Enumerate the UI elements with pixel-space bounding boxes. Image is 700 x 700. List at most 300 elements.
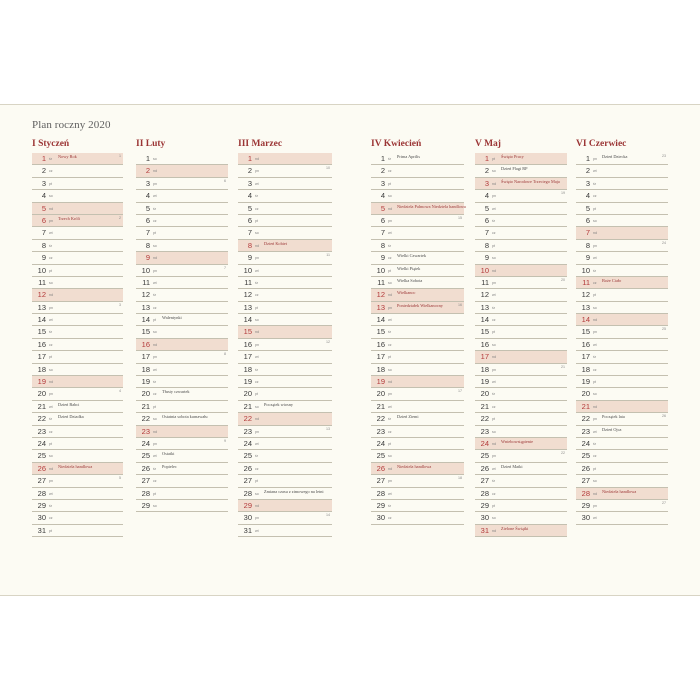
day-row: [371, 302, 464, 314]
day-number: 18: [37, 364, 46, 374]
day-number: 11: [244, 277, 252, 287]
day-number: 5: [41, 203, 46, 213]
day-row: [576, 153, 668, 165]
weekday-abbr: wt: [255, 268, 259, 273]
day-row: [576, 190, 668, 202]
day-number: 17: [581, 352, 590, 362]
weekday-abbr: wt: [593, 516, 597, 521]
day-number: 16: [243, 339, 252, 349]
day-number: 22: [376, 414, 385, 424]
day-row: [475, 178, 567, 190]
month-january: [32, 139, 123, 537]
weekday-abbr: śr: [153, 466, 156, 471]
weekday-abbr: pt: [153, 404, 156, 409]
day-row: [371, 227, 464, 239]
day-row: [371, 450, 464, 462]
day-row: [32, 388, 123, 400]
weekday-abbr: śr: [153, 380, 156, 385]
weekday-abbr: cz: [255, 380, 259, 385]
weekday-abbr: pt: [49, 268, 52, 273]
weekday-abbr: so: [49, 280, 53, 285]
weekday-abbr: nd: [49, 293, 53, 298]
day-number: 23: [376, 426, 385, 436]
holiday-label: Dzień Kobiet: [264, 240, 288, 246]
weekday-abbr: nd: [593, 491, 597, 496]
holiday-label: Zmiana czasu z zimowego na letni: [264, 488, 324, 494]
weekday-abbr: so: [492, 342, 496, 347]
weekday-abbr: nd: [593, 318, 597, 323]
weekday-abbr: pn: [153, 268, 157, 273]
day-row: [32, 289, 123, 301]
weekday-abbr: śr: [153, 293, 156, 298]
day-row: [32, 463, 123, 475]
day-row: [136, 376, 228, 388]
weekday-abbr: cz: [255, 466, 259, 471]
month-may: [475, 139, 567, 537]
day-row: [475, 227, 567, 239]
day-row: [238, 475, 332, 487]
day-number: 23: [581, 426, 590, 436]
day-list: [136, 153, 228, 512]
day-row: [238, 190, 332, 202]
weekday-abbr: nd: [492, 355, 496, 360]
day-number: 3: [484, 178, 489, 188]
weekday-abbr: pn: [49, 392, 53, 397]
weekday-abbr: wt: [49, 231, 53, 236]
day-number: 22: [141, 414, 150, 424]
day-row: [238, 401, 332, 413]
weekday-abbr: nd: [255, 417, 259, 422]
weekday-abbr: wt: [255, 441, 259, 446]
day-number: 19: [243, 377, 252, 387]
day-row: [576, 475, 668, 487]
weekday-abbr: pt: [492, 243, 495, 248]
weekday-abbr: cz: [49, 516, 53, 521]
day-number: 5: [247, 203, 252, 213]
day-row: [136, 302, 228, 314]
weekday-abbr: pn: [49, 479, 53, 484]
day-number: 1: [145, 154, 150, 163]
month-header: II Luty: [136, 139, 166, 149]
weekday-abbr: pt: [255, 305, 258, 310]
day-number: 15: [480, 327, 489, 337]
weekday-abbr: wt: [492, 206, 496, 211]
day-number: 9: [484, 253, 489, 263]
holiday-label: Nowy Rok: [58, 154, 77, 159]
day-row: [32, 215, 123, 227]
weekday-abbr: pt: [49, 355, 52, 360]
weekday-abbr: śr: [49, 503, 52, 508]
weekday-abbr: pt: [492, 157, 495, 161]
day-row: [371, 500, 464, 512]
weekday-abbr: wt: [593, 256, 597, 261]
weekday-abbr: wt: [255, 528, 259, 533]
day-number: 5: [585, 203, 590, 213]
day-row: [576, 240, 668, 252]
day-number: 14: [581, 315, 590, 325]
weekday-abbr: pn: [593, 330, 597, 335]
weekday-abbr: pt: [153, 231, 156, 236]
day-row: [576, 302, 668, 314]
week-number: 17: [458, 389, 462, 394]
holiday-label: Wielkanoc: [397, 290, 416, 296]
day-number: 15: [37, 327, 46, 337]
day-row: [32, 302, 123, 314]
weekday-abbr: so: [153, 157, 157, 161]
weekday-abbr: nd: [153, 169, 157, 174]
day-row: [32, 190, 123, 202]
day-row: [136, 413, 228, 425]
weekday-abbr: śr: [593, 355, 596, 360]
day-number: 15: [243, 327, 252, 337]
day-row: [475, 265, 567, 277]
day-row: [576, 215, 668, 227]
day-row: [32, 252, 123, 264]
week-number: 16: [458, 302, 462, 307]
day-row: [371, 277, 464, 289]
day-row: [136, 488, 228, 500]
day-number: 20: [581, 389, 590, 399]
week-number: 23: [662, 154, 666, 158]
day-number: 3: [41, 178, 46, 188]
day-number: 12: [141, 290, 150, 300]
weekday-abbr: cz: [49, 429, 53, 434]
holiday-label: Wniebowstąpienie: [501, 438, 533, 444]
weekday-abbr: pt: [593, 466, 596, 471]
day-row: [238, 364, 332, 376]
week-number: 26: [662, 414, 666, 419]
holiday-label: Poniedziałek Wielkanocny: [397, 302, 443, 308]
day-number: 15: [141, 327, 150, 337]
weekday-abbr: cz: [492, 491, 496, 496]
weekday-abbr: nd: [593, 404, 597, 409]
day-row: [475, 512, 567, 524]
day-row: [238, 450, 332, 462]
day-number: 26: [480, 463, 489, 473]
day-number: 26: [376, 463, 385, 473]
weekday-abbr: pn: [492, 194, 496, 199]
day-number: 2: [145, 166, 150, 176]
day-number: 12: [581, 290, 590, 300]
weekday-abbr: wt: [388, 318, 392, 323]
day-number: 14: [37, 315, 46, 325]
holiday-label: Niedziela Palmowa Niedziela handlowa: [397, 203, 466, 209]
day-number: 19: [141, 377, 150, 387]
weekday-abbr: śr: [388, 503, 391, 508]
day-number: 24: [480, 438, 489, 448]
weekday-abbr: cz: [388, 169, 392, 174]
day-row: [576, 388, 668, 400]
weekday-abbr: nd: [593, 231, 597, 236]
day-row: [475, 413, 567, 425]
day-row: [475, 450, 567, 462]
day-row: [576, 277, 668, 289]
day-row: [136, 265, 228, 277]
day-row: [32, 203, 123, 215]
day-number: 4: [41, 191, 46, 201]
weekday-abbr: wt: [153, 194, 157, 199]
day-row: [32, 401, 123, 413]
weekday-abbr: wt: [153, 280, 157, 285]
day-row: [475, 351, 567, 363]
weekday-abbr: śr: [49, 243, 52, 248]
day-row: [238, 413, 332, 425]
weekday-abbr: nd: [492, 268, 496, 273]
weekday-abbr: so: [153, 243, 157, 248]
weekday-abbr: pt: [153, 318, 156, 323]
weekday-abbr: so: [255, 491, 259, 496]
weekday-abbr: wt: [153, 454, 157, 459]
day-number: 6: [145, 215, 150, 225]
day-row: [475, 376, 567, 388]
weekday-abbr: so: [388, 280, 392, 285]
weekday-abbr: pt: [492, 330, 495, 335]
day-row: [32, 376, 123, 388]
day-row: [238, 165, 332, 177]
day-row: [576, 252, 668, 264]
holiday-label: Wielka Sobota: [397, 277, 423, 283]
weekday-abbr: pn: [492, 454, 496, 459]
day-row: [576, 450, 668, 462]
day-number: 15: [581, 327, 590, 337]
weekday-abbr: so: [153, 330, 157, 335]
day-row: [576, 165, 668, 177]
weekday-abbr: pt: [49, 441, 52, 446]
weekday-abbr: so: [593, 218, 597, 223]
weekday-abbr: śr: [153, 206, 156, 211]
day-number: 25: [376, 451, 385, 461]
day-number: 21: [581, 401, 590, 411]
holiday-label: Niedziela handlowa: [397, 463, 432, 469]
holiday-label: Niedziela handlowa: [58, 463, 93, 469]
day-number: 2: [380, 166, 385, 176]
day-row: [576, 289, 668, 301]
weekday-abbr: wt: [388, 491, 392, 496]
annual-planner-page: [0, 104, 700, 596]
day-number: 26: [141, 463, 150, 473]
day-row: [136, 240, 228, 252]
weekday-abbr: pn: [153, 181, 157, 186]
day-number: 8: [247, 240, 252, 250]
weekday-abbr: pn: [593, 243, 597, 248]
weekday-abbr: śr: [49, 417, 52, 422]
weekday-abbr: cz: [153, 392, 157, 397]
weekday-abbr: pn: [388, 218, 392, 223]
weekday-abbr: nd: [388, 293, 392, 298]
weekday-abbr: cz: [49, 342, 53, 347]
weekday-abbr: cz: [49, 169, 53, 174]
weekday-abbr: śr: [492, 305, 495, 310]
day-row: [576, 326, 668, 338]
day-number: 23: [243, 426, 252, 436]
month-header: IV Kwiecień: [371, 139, 422, 149]
day-number: 28: [376, 488, 385, 498]
day-row: [136, 215, 228, 227]
week-number: 10: [326, 166, 330, 171]
weekday-abbr: wt: [388, 231, 392, 236]
day-number: 29: [376, 500, 385, 510]
day-number: 27: [243, 476, 252, 486]
weekday-abbr: wt: [492, 380, 496, 385]
week-number: 11: [326, 253, 330, 258]
day-number: 10: [581, 265, 590, 275]
day-row: [238, 388, 332, 400]
day-number: 9: [380, 253, 385, 263]
day-list: [475, 153, 567, 537]
day-row: [32, 277, 123, 289]
holiday-label: Niedziela handlowa: [602, 488, 637, 494]
day-row: [32, 351, 123, 363]
day-row: [371, 351, 464, 363]
day-number: 12: [376, 290, 385, 300]
day-number: 29: [581, 500, 590, 510]
day-row: [475, 488, 567, 500]
holiday-label: Walentynki: [162, 315, 182, 321]
weekday-abbr: pt: [492, 417, 495, 422]
weekday-abbr: pt: [153, 491, 156, 496]
weekday-abbr: so: [255, 404, 259, 409]
holiday-label: Wielki Piątek: [397, 265, 421, 271]
day-number: 24: [141, 438, 150, 448]
day-row: [32, 339, 123, 351]
holiday-label: Początek wiosny: [264, 401, 293, 407]
day-row: [238, 240, 332, 252]
holiday-label: Ostatnia sobota karnawału: [162, 414, 208, 420]
weekday-abbr: śr: [492, 479, 495, 484]
day-number: 26: [243, 463, 252, 473]
day-number: 6: [380, 215, 385, 225]
day-row: [371, 190, 464, 202]
day-row: [475, 314, 567, 326]
weekday-abbr: pn: [492, 280, 496, 285]
day-number: 19: [376, 377, 385, 387]
day-number: 31: [480, 525, 489, 535]
day-number: 10: [37, 265, 46, 275]
day-number: 25: [243, 451, 252, 461]
day-number: 19: [480, 377, 489, 387]
day-row: [32, 450, 123, 462]
weekday-abbr: so: [49, 454, 53, 459]
day-row: [136, 190, 228, 202]
day-row: [371, 401, 464, 413]
day-number: 27: [480, 476, 489, 486]
weekday-abbr: so: [492, 429, 496, 434]
day-number: 28: [37, 488, 46, 498]
day-row: [475, 203, 567, 215]
day-row: [371, 240, 464, 252]
day-number: 11: [582, 277, 590, 287]
weekday-abbr: so: [388, 194, 392, 199]
day-row: [576, 376, 668, 388]
day-row: [475, 339, 567, 351]
day-row: [371, 289, 464, 301]
weekday-abbr: nd: [388, 206, 392, 211]
weekday-abbr: pn: [593, 157, 597, 161]
day-number: 19: [37, 377, 46, 387]
weekday-abbr: śr: [388, 157, 391, 161]
day-row: [32, 227, 123, 239]
weekday-abbr: śr: [49, 330, 52, 335]
weekday-abbr: pn: [255, 342, 259, 347]
day-number: 30: [243, 513, 252, 523]
day-number: 9: [41, 253, 46, 263]
holiday-label: Zielone Świątki: [501, 525, 529, 531]
weekday-abbr: pt: [593, 206, 596, 211]
day-number: 14: [480, 315, 489, 325]
weekday-abbr: wt: [49, 404, 53, 409]
day-number: 23: [141, 426, 150, 436]
day-number: 29: [480, 500, 489, 510]
day-number: 24: [243, 438, 252, 448]
day-number: 2: [247, 166, 252, 176]
day-number: 24: [581, 438, 590, 448]
weekday-abbr: nd: [49, 380, 53, 385]
day-number: 28: [243, 488, 252, 498]
day-row: [576, 339, 668, 351]
day-row: [32, 153, 123, 165]
day-number: 28: [141, 488, 150, 498]
holiday-label: Dzień Babci: [58, 401, 80, 407]
weekday-abbr: wt: [49, 491, 53, 496]
day-row: [576, 500, 668, 512]
day-number: 17: [141, 352, 150, 362]
weekday-abbr: pn: [255, 516, 259, 521]
day-row: [32, 314, 123, 326]
weekday-abbr: śr: [388, 330, 391, 335]
month-february: [136, 139, 228, 512]
weekday-abbr: śr: [49, 157, 52, 161]
day-number: 31: [243, 525, 252, 535]
holiday-label: Trzech Króli: [58, 215, 80, 221]
day-row: [576, 438, 668, 450]
day-number: 21: [480, 401, 489, 411]
day-number: 27: [37, 476, 46, 486]
week-number: 9: [224, 438, 226, 443]
day-row: [576, 401, 668, 413]
month-header: I Styczeń: [32, 139, 70, 149]
day-number: 1: [484, 154, 489, 163]
day-row: [238, 438, 332, 450]
holiday-label: Dzień Flagi RP: [501, 166, 528, 172]
day-row: [32, 525, 123, 537]
weekday-abbr: cz: [492, 318, 496, 323]
day-number: 10: [141, 265, 150, 275]
month-june: [576, 139, 668, 525]
day-row: [136, 426, 228, 438]
week-number: 5: [119, 476, 121, 481]
weekday-abbr: cz: [153, 218, 157, 223]
day-row: [576, 413, 668, 425]
day-number: 22: [37, 414, 46, 424]
day-row: [238, 525, 332, 537]
weekday-abbr: nd: [153, 429, 157, 434]
day-number: 26: [37, 463, 46, 473]
day-row: [32, 438, 123, 450]
day-number: 23: [37, 426, 46, 436]
weekday-abbr: so: [49, 194, 53, 199]
day-number: 17: [243, 352, 252, 362]
week-number: 25: [662, 327, 666, 332]
day-number: 14: [376, 315, 385, 325]
day-row: [475, 302, 567, 314]
day-row: [238, 178, 332, 190]
weekday-abbr: nd: [492, 441, 496, 446]
day-number: 25: [37, 451, 46, 461]
day-row: [475, 289, 567, 301]
weekday-abbr: pn: [492, 367, 496, 372]
holiday-label: Boże Ciało: [602, 277, 622, 283]
weekday-abbr: nd: [255, 503, 259, 508]
